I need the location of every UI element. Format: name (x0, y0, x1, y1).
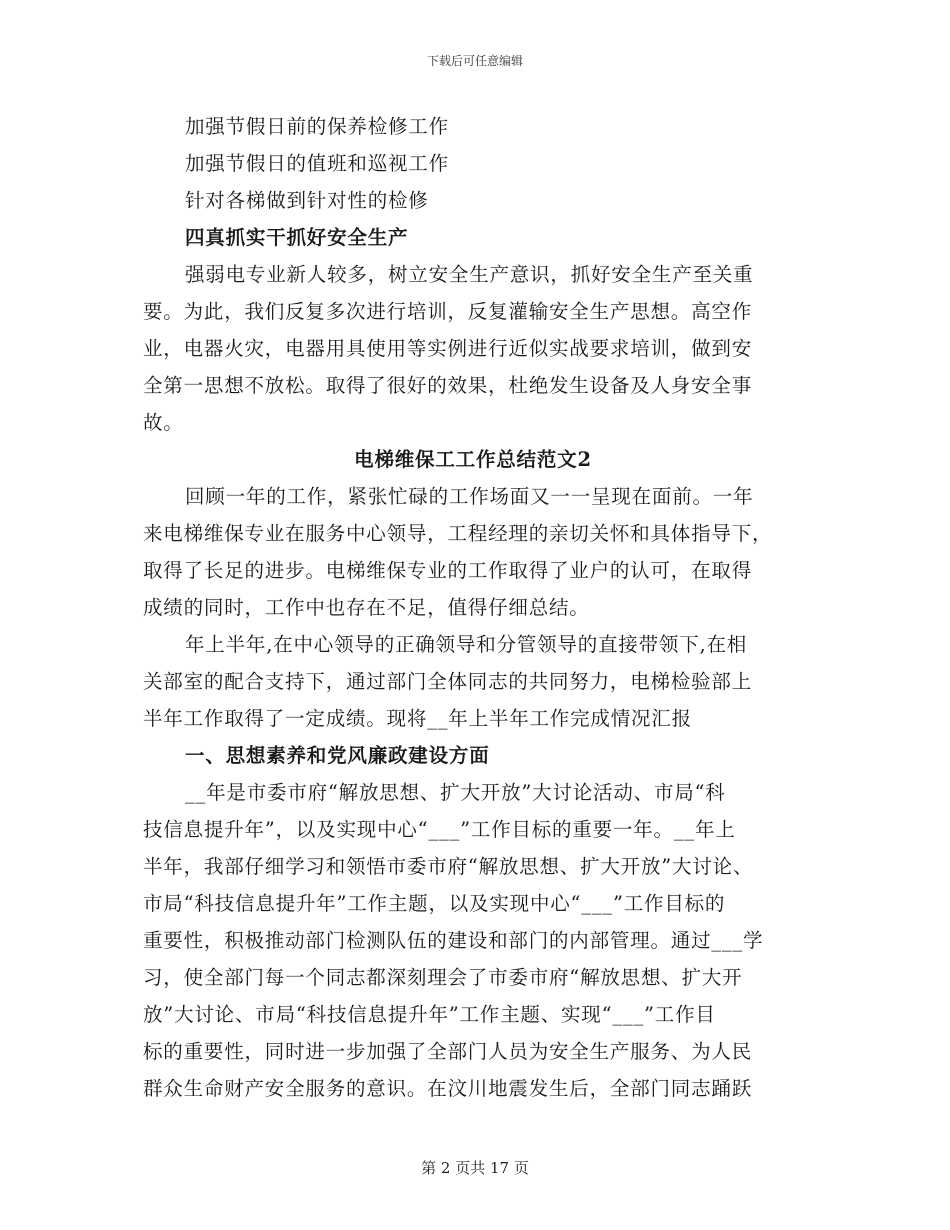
paragraph-line: 回顾一年的工作，紧张忙碌的工作场面又一一呈现在面前。一年 (185, 485, 754, 508)
paragraph-line: 全第一思想不放松。取得了很好的效果，杜绝发生设备及人身安全事 (143, 374, 753, 397)
paragraph-line: 习，使全部门每一个同志都深刻理会了市委市府“解放思想、扩大开 (143, 966, 743, 989)
list-item: 加强节假日的值班和巡视工作 (185, 152, 449, 175)
page-footer: 第 2 页共 17 页 (421, 1159, 529, 1177)
section-heading: 四真抓实干抓好安全生产 (185, 226, 409, 249)
page-header: 下载后可任意编辑 (426, 54, 523, 68)
paragraph-line: 年上半年,在中心领导的正确领导和分管领导的直接带领下,在相 (185, 633, 748, 656)
paragraph-line: 半年，我部仔细学习和领悟市委市府“解放思想、扩大开放”大讨论、 (143, 855, 754, 878)
paragraph-line: 强弱电专业新人较多，树立安全生产意识，抓好安全生产至关重 (185, 263, 754, 286)
paragraph-line: 重要性，积极推动部门检测队伍的建设和部门的内部管理。通过___学 (143, 929, 764, 952)
paragraph-line: 关部室的配合支持下，通过部门全体同志的共同努力，电梯检验部上 (143, 670, 753, 693)
paragraph-line: 群众生命财产安全服务的意识。在汶川地震发生后，全部门同志踊跃 (143, 1077, 753, 1100)
list-item: 加强节假日前的保养检修工作 (185, 115, 449, 138)
paragraph-line: 要。为此，我们反复多次进行培训，反复灌输安全生产思想。高空作 (143, 300, 753, 323)
section-heading: 一、思想素养和党风廉政建设方面 (185, 744, 490, 767)
paragraph-line: 成绩的同时，工作中也存在不足，值得仔细总结。 (143, 596, 590, 619)
paragraph-line: 半年工作取得了一定成绩。现将__年上半年工作完成情况汇报 (143, 707, 692, 730)
paragraph-line: 技信息提升年”，以及实现中心“___”工作目标的重要一年。__年上 (143, 818, 736, 841)
paragraph-line: 来电梯维保专业在服务中心领导，工程经理的亲切关怀和具体指导下， (143, 522, 773, 545)
paragraph-line: 标的重要性，同时进一步加强了全部门人员为安全生产服务、为人民 (143, 1040, 753, 1063)
paragraph-line: __年是市委市府“解放思想、扩大开放”大讨论活动、市局“科 (185, 781, 726, 804)
paragraph-line: 取得了长足的进步。电梯维保专业的工作取得了业户的认可，在取得 (143, 559, 753, 582)
document-body (143, 108, 803, 1107)
article-title: 电梯维保工工作总结范文2 (354, 448, 592, 471)
paragraph-line: 故。 (143, 411, 184, 434)
paragraph-line: 放”大讨论、市局“科技信息提升年”工作主题、实现“___”工作目 (143, 1003, 716, 1026)
paragraph-line: 市局“科技信息提升年”工作主题，以及实现中心“___”工作目标的 (143, 892, 726, 915)
list-item: 针对各梯做到针对性的检修 (185, 189, 429, 212)
paragraph-line: 业，电器火灾，电器用具使用等实例进行近似实战要求培训，做到安 (143, 337, 753, 360)
